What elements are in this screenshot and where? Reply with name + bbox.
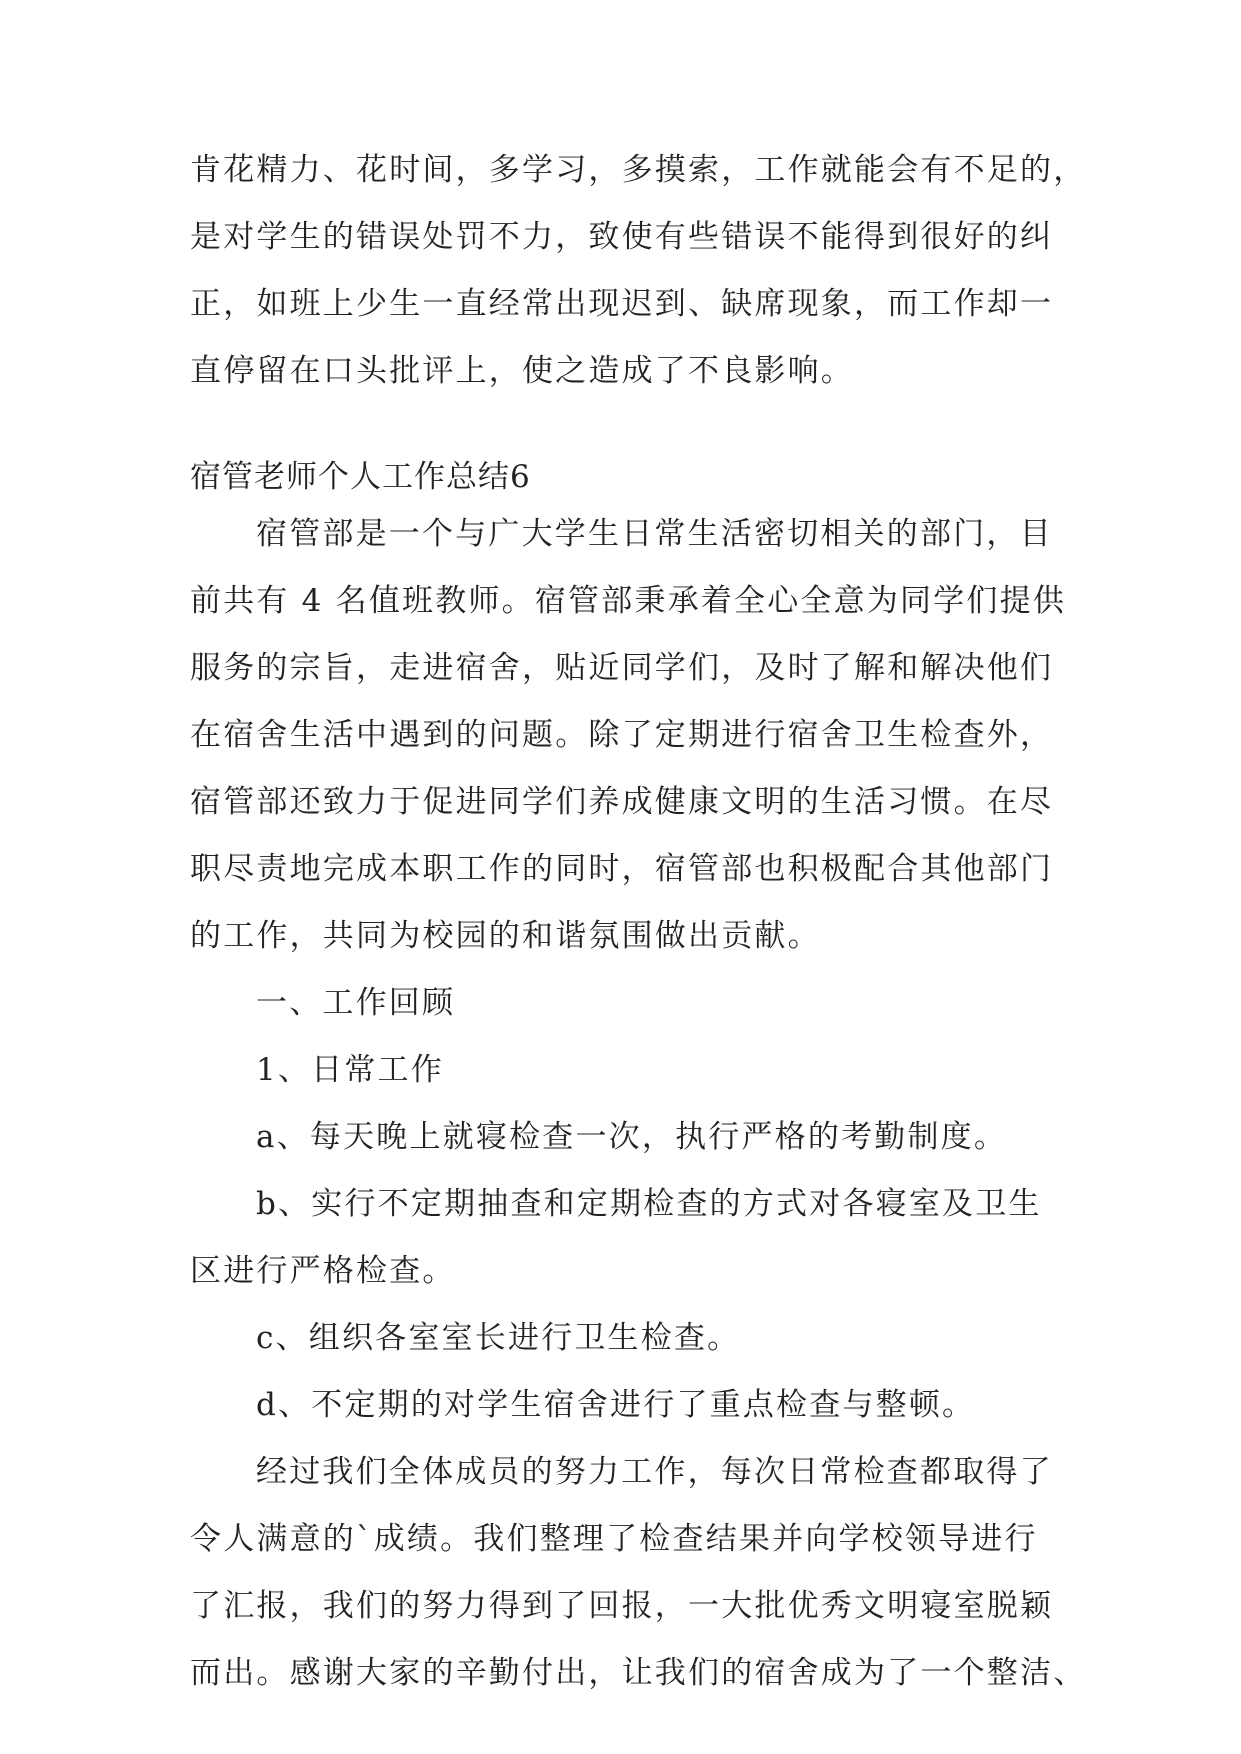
paragraph-line: 宿管部是一个与广大学生日常生活密切相关的部门，目 [256, 516, 1053, 552]
subheading-work-review: 一、工作回顾 [256, 985, 456, 1021]
list-item: c、组织各室室长进行卫生检查。 [256, 1320, 741, 1356]
paragraph-line: 了汇报，我们的努力得到了回报，一大批优秀文明寝室脱颖 [190, 1588, 1054, 1624]
list-item-continuation: 区进行严格检查。 [190, 1253, 456, 1289]
list-item: b、实行不定期抽查和定期检查的方式对各寝室及卫生 [256, 1186, 1042, 1222]
paragraph-line: 宿管部还致力于促进同学们养成健康文明的生活习惯。在尽 [190, 784, 1054, 820]
paragraph-line: 前共有 4 名值班教师。宿管部秉承着全心全意为同学们提供 [190, 583, 1067, 619]
paragraph-line: 职尽责地完成本职工作的同时，宿管部也积极配合其他部门 [190, 851, 1054, 887]
list-item: d、不定期的对学生宿舍进行了重点检查与整顿。 [256, 1387, 976, 1423]
paragraph-line: 在宿舍生活中遇到的问题。除了定期进行宿舍卫生检查外， [190, 717, 1054, 753]
text-line: 是对学生的错误处罚不力，致使有些错误不能得到很好的纠 [190, 219, 1054, 255]
section-heading: 宿管老师个人工作总结6 [190, 459, 531, 495]
subheading-daily-work: 1、日常工作 [256, 1052, 444, 1088]
text-line: 直停留在口头批评上，使之造成了不良影响。 [190, 353, 854, 389]
list-item: a、每天晚上就寝检查一次，执行严格的考勤制度。 [256, 1119, 1008, 1155]
paragraph-line: 的工作，共同为校园的和谐氛围做出贡献。 [190, 918, 821, 954]
text-line: 正，如班上少生一直经常出现迟到、缺席现象，而工作却一 [190, 286, 1054, 322]
text-line: 肯花精力、花时间，多学习，多摸索，工作就能会有不足的， [190, 152, 1087, 188]
paragraph-line: 经过我们全体成员的努力工作，每次日常检查都取得了 [256, 1454, 1053, 1490]
paragraph-line: 令人满意的`成绩。我们整理了检查结果并向学校领导进行 [190, 1521, 1038, 1557]
paragraph-line: 服务的宗旨，走进宿舍，贴近同学们，及时了解和解决他们 [190, 650, 1054, 686]
paragraph-line: 而出。感谢大家的辛勤付出，让我们的宿舍成为了一个整洁、 [190, 1655, 1087, 1691]
